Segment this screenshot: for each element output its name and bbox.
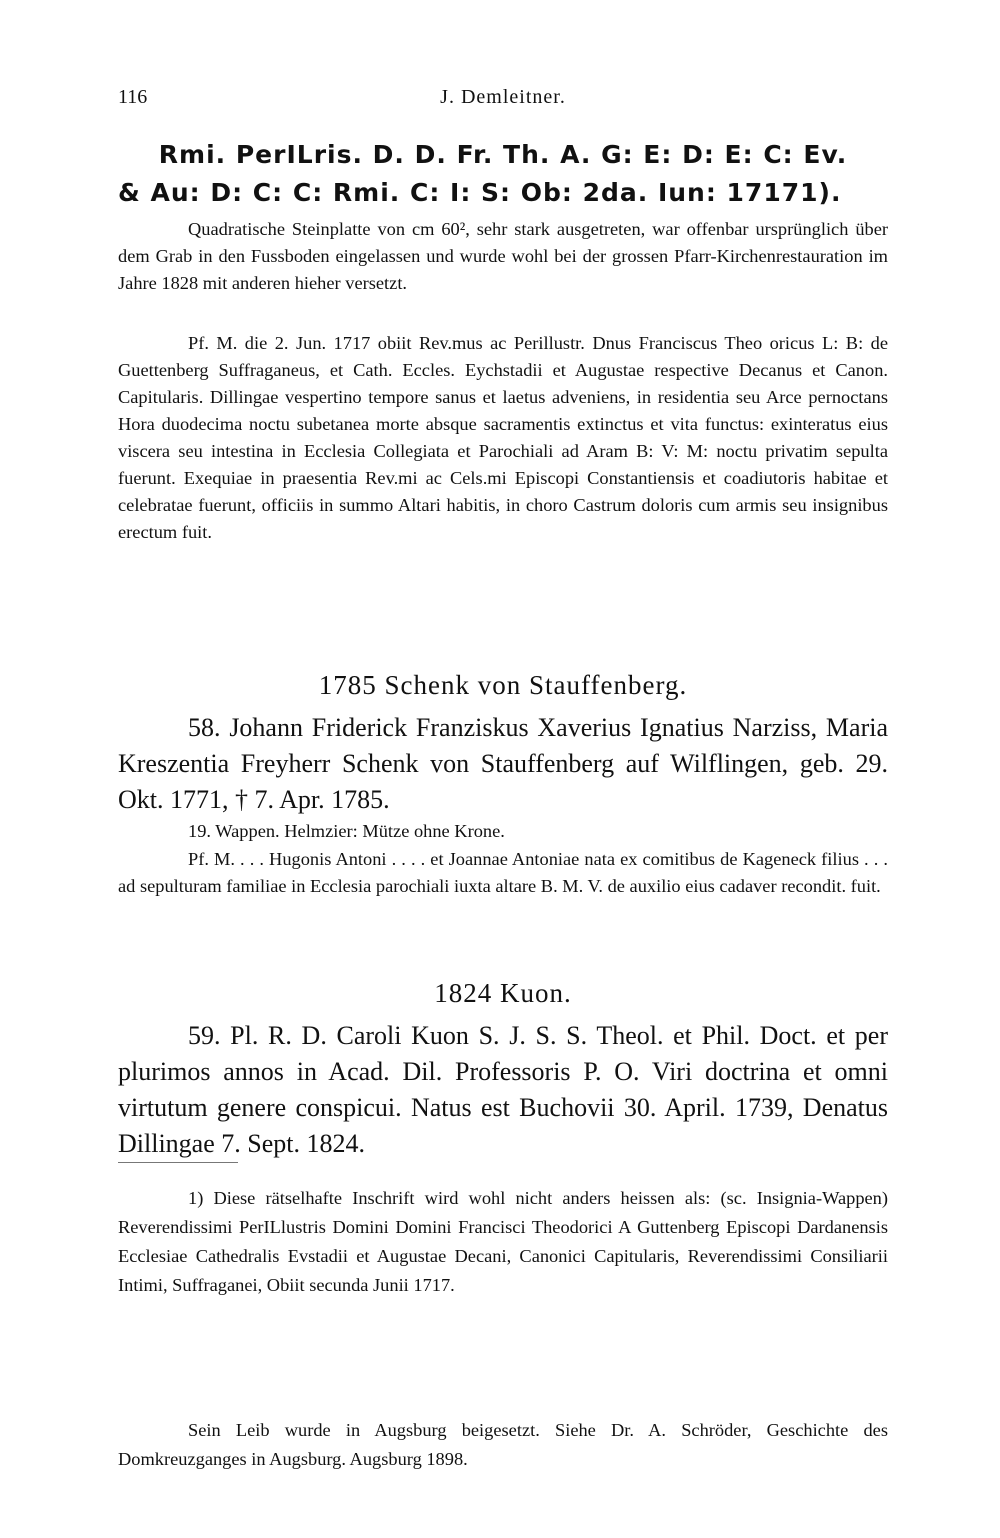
- page-header: [118, 86, 888, 118]
- page-number: 116: [118, 86, 148, 108]
- footnote-2: Sein Leib wurde in Augsburg beigesetzt. Siehe Dr. A. Schröder, Geschichte des Domkreuzganges in Augsburg. Augsburg 1898.: [118, 1420, 888, 1469]
- parish-record-58: Pf. M. . . . Hugonis Antoni . . . . et Joannae Antoniae nata ex comitibus de Kageneck filius . . . ad sepulturam familiae in Ecclesia parochiali iuxta altare B. M. V. de auxilio eius cadaver recondit. fuit.: [118, 849, 888, 896]
- parish-record-paragraph: Pf. M. die 2. Jun. 1717 obiit Rev.mus ac Perillustr. Dnus Franciscus Theo oricus L: B: de Guettenberg Suffraganeus, et Cath. Eccles. Eychstadii et Augustae respective Decanus et Canon. Capitularis. Dillingae vespertino tempore sanus et laetus adveniens, in residentia seu Arce pernoctans Hora duodecima noctu subetanea morte absque sacramentis extinctus et vita functus: exinteratus eius viscera seu intestina in Ecclesia Collegiata et Parochiali ad Aram B: V: M: noctu privatim sepulta fuerunt. Exequiae in praesentia Rev.mi ac Cels.mi Episcopi Constantiensis et coadiutoris habitae et celebratae fuerunt, officiis in summo Altari habitis, in choro Castrum doloris cum armis seu insignibus erectum fuit.: [118, 333, 888, 542]
- entry-59: 59. Pl. R. D. Caroli Kuon S. J. S. S. Theol. et Phil. Doct. et per plurimos annos in Acad. Dil. Professoris P. O. Viri doctrina et omni virtutum genere conspicui. Natus est Buchovii 30. April. 1739, Denatus Dillingae 7. Sept. 1824.: [118, 1021, 888, 1158]
- footnote-divider: [118, 1162, 238, 1163]
- inscription-line-1: Rmi. PerILris. D. D. Fr. Th. A. G: E: D: E: C: Ev.: [158, 140, 848, 169]
- wappen-line: 19. Wappen. Helmzier: Mütze ohne Krone.: [188, 821, 505, 841]
- section-heading-kuon: 1824 Kuon.: [434, 978, 572, 1008]
- description-paragraph: Quadratische Steinplatte von cm 60², sehr stark ausgetreten, war offenbar ursprünglich über dem Grab in den Fussboden eingelassen und wurde wohl bei der grossen Pfarr-Kirchenrestauration im Jahre 1828 mit anderen hieher versetzt.: [118, 219, 888, 293]
- footnote-1: 1) Diese rätselhafte Inschrift wird wohl nicht anders heissen als: (sc. Insignia-Wappen) Reverendissimi PerILlustris Domini Domini Francisci Theodorici A Guttenberg Episcopi Dardanensis Ecclesiae Cathedralis Evstadii et Augustae Decani, Canonici Capitularis, Reverendissimi Consiliarii Intimi, Suffraganei, Obiit secunda Junii 1717.: [118, 1188, 888, 1295]
- inscription-line-2: & Au: D: C: C: Rmi. C: I: S: Ob: 2da. Iun: 17171).: [118, 178, 842, 207]
- entry-58: 58. Johann Friderick Franziskus Xaverius Ignatius Narziss, Maria Kreszentia Freyherr Schenk von Stauffenberg auf Wilflingen, geb. 29. Okt. 1771, † 7. Apr. 1785.: [118, 713, 888, 814]
- section-heading-stauffenberg: 1785 Schenk von Stauffenberg.: [318, 670, 688, 700]
- running-title: J. Demleitner.: [440, 86, 566, 108]
